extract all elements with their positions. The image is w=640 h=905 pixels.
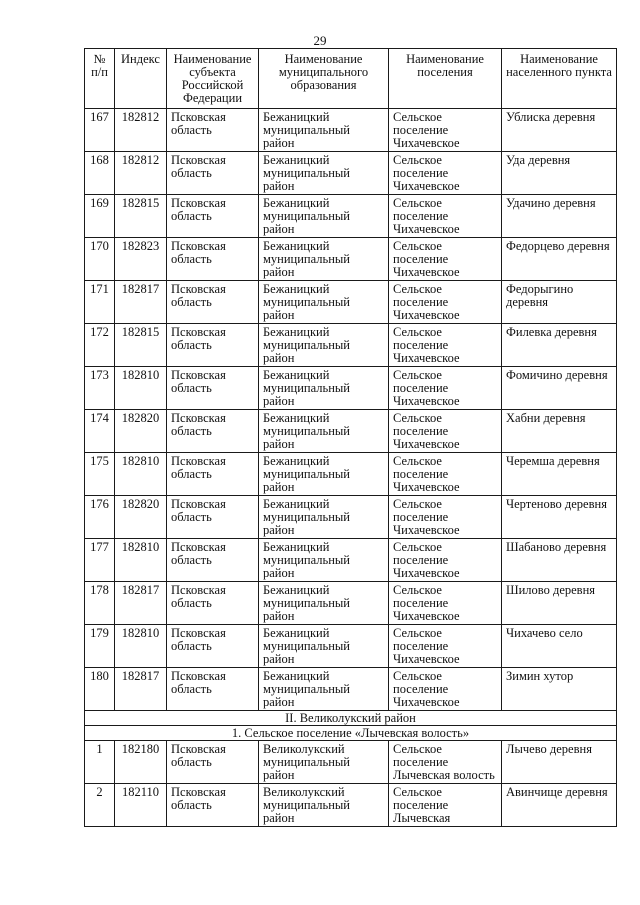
table-row bbox=[85, 152, 617, 195]
cell-number: 179 bbox=[85, 625, 115, 668]
cell-municipality: Бежаницкий муниципальный район bbox=[259, 281, 389, 324]
cell-locality: Уда деревня bbox=[502, 152, 617, 195]
cell-subject: Псковская область bbox=[167, 453, 259, 496]
col-header-settlement: Наименование поселения bbox=[389, 49, 502, 109]
table-row bbox=[85, 453, 617, 496]
cell-settlement: Сельское поселение Чихачевское bbox=[389, 668, 502, 711]
cell-number: 1 bbox=[85, 741, 115, 784]
cell-subject: Псковская область bbox=[167, 496, 259, 539]
cell-settlement: Сельское поселение Чихачевское bbox=[389, 195, 502, 238]
cell-number: 176 bbox=[85, 496, 115, 539]
cell-index: 182820 bbox=[115, 496, 167, 539]
cell-number: 2 bbox=[85, 784, 115, 827]
cell-index: 182180 bbox=[115, 741, 167, 784]
cell-index: 182817 bbox=[115, 668, 167, 711]
cell-settlement: Сельское поселение Чихачевское bbox=[389, 324, 502, 367]
col-header-municipality: Наименование муниципального образования bbox=[259, 49, 389, 109]
cell-locality: Ублиска деревня bbox=[502, 109, 617, 152]
table-row bbox=[85, 324, 617, 367]
cell-subject: Псковская область bbox=[167, 625, 259, 668]
cell-subject: Псковская область bbox=[167, 109, 259, 152]
cell-number: 175 bbox=[85, 453, 115, 496]
col-header-index: Индекс bbox=[115, 49, 167, 109]
cell-number: 180 bbox=[85, 668, 115, 711]
cell-number: 172 bbox=[85, 324, 115, 367]
table-row bbox=[85, 539, 617, 582]
cell-index: 182823 bbox=[115, 238, 167, 281]
cell-index: 182810 bbox=[115, 453, 167, 496]
cell-number: 174 bbox=[85, 410, 115, 453]
cell-municipality: Бежаницкий муниципальный район bbox=[259, 668, 389, 711]
cell-municipality: Бежаницкий муниципальный район bbox=[259, 582, 389, 625]
cell-settlement: Сельское поселение Лычевская bbox=[389, 784, 502, 827]
cell-settlement: Сельское поселение Чихачевское bbox=[389, 625, 502, 668]
cell-settlement: Сельское поселение Чихачевское bbox=[389, 582, 502, 625]
cell-municipality: Бежаницкий муниципальный район bbox=[259, 496, 389, 539]
cell-municipality: Бежаницкий муниципальный район bbox=[259, 410, 389, 453]
cell-locality: Федорыгино деревня bbox=[502, 281, 617, 324]
cell-number: 168 bbox=[85, 152, 115, 195]
cell-locality: Удачино деревня bbox=[502, 195, 617, 238]
table-row bbox=[85, 582, 617, 625]
col-header-subject: Наименование субъекта Российской Федерации bbox=[167, 49, 259, 109]
cell-subject: Псковская область bbox=[167, 324, 259, 367]
cell-settlement: Сельское поселение Чихачевское bbox=[389, 367, 502, 410]
cell-locality: Филевка деревня bbox=[502, 324, 617, 367]
cell-index: 182110 bbox=[115, 784, 167, 827]
cell-subject: Псковская область bbox=[167, 784, 259, 827]
cell-locality: Черемша деревня bbox=[502, 453, 617, 496]
table-row bbox=[85, 195, 617, 238]
localities-table bbox=[84, 48, 617, 827]
cell-subject: Псковская область bbox=[167, 668, 259, 711]
cell-subject: Псковская область bbox=[167, 281, 259, 324]
cell-index: 182815 bbox=[115, 195, 167, 238]
table-body-group1 bbox=[85, 109, 617, 711]
cell-municipality: Бежаницкий муниципальный район bbox=[259, 324, 389, 367]
cell-settlement: Сельское поселение Чихачевское bbox=[389, 152, 502, 195]
cell-municipality: Бежаницкий муниципальный район bbox=[259, 625, 389, 668]
cell-settlement: Сельское поселение Чихачевское bbox=[389, 496, 502, 539]
cell-municipality: Бежаницкий муниципальный район bbox=[259, 195, 389, 238]
cell-subject: Псковская область bbox=[167, 367, 259, 410]
cell-locality: Зимин хутор bbox=[502, 668, 617, 711]
cell-number: 177 bbox=[85, 539, 115, 582]
section-row-settlement bbox=[85, 726, 617, 741]
table-row bbox=[85, 109, 617, 152]
cell-number: 178 bbox=[85, 582, 115, 625]
page-number: 29 bbox=[313, 33, 327, 48]
cell-locality: Шилово деревня bbox=[502, 582, 617, 625]
table-body-group2 bbox=[85, 741, 617, 827]
cell-settlement: Сельское поселение Чихачевское bbox=[389, 109, 502, 152]
section-rows bbox=[85, 711, 617, 741]
col-header-locality: Наименование населенного пункта bbox=[502, 49, 617, 109]
cell-locality: Фомичино деревня bbox=[502, 367, 617, 410]
cell-number: 171 bbox=[85, 281, 115, 324]
section-district-title: II. Великолукский район bbox=[85, 711, 617, 726]
cell-subject: Псковская область bbox=[167, 582, 259, 625]
cell-locality: Лычево деревня bbox=[502, 741, 617, 784]
cell-municipality: Бежаницкий муниципальный район bbox=[259, 152, 389, 195]
cell-index: 182815 bbox=[115, 324, 167, 367]
cell-index: 182817 bbox=[115, 582, 167, 625]
cell-locality: Шабаново деревня bbox=[502, 539, 617, 582]
cell-index: 182812 bbox=[115, 109, 167, 152]
cell-index: 182812 bbox=[115, 152, 167, 195]
cell-subject: Псковская область bbox=[167, 152, 259, 195]
cell-municipality: Великолукский муниципальный район bbox=[259, 784, 389, 827]
table-row bbox=[85, 496, 617, 539]
section-settlement-title: 1. Сельское поселение «Лычевская волость» bbox=[85, 726, 617, 741]
table-row bbox=[85, 625, 617, 668]
cell-index: 182810 bbox=[115, 625, 167, 668]
section-row-district bbox=[85, 711, 617, 726]
cell-number: 173 bbox=[85, 367, 115, 410]
cell-municipality: Бежаницкий муниципальный район bbox=[259, 453, 389, 496]
table-row bbox=[85, 784, 617, 827]
cell-subject: Псковская область bbox=[167, 410, 259, 453]
table-row bbox=[85, 410, 617, 453]
table-row bbox=[85, 238, 617, 281]
cell-number: 170 bbox=[85, 238, 115, 281]
cell-settlement: Сельское поселение Чихачевское bbox=[389, 453, 502, 496]
cell-municipality: Бежаницкий муниципальный район bbox=[259, 109, 389, 152]
cell-subject: Псковская область bbox=[167, 238, 259, 281]
cell-settlement: Сельское поселение Чихачевское bbox=[389, 539, 502, 582]
cell-settlement: Сельское поселение Лычевская волость bbox=[389, 741, 502, 784]
cell-municipality: Великолукский муниципальный район bbox=[259, 741, 389, 784]
cell-locality: Чихачево село bbox=[502, 625, 617, 668]
cell-settlement: Сельское поселение Чихачевское bbox=[389, 238, 502, 281]
table-row bbox=[85, 668, 617, 711]
col-header-number: № п/п bbox=[85, 49, 115, 109]
table-header-row bbox=[85, 49, 617, 109]
cell-number: 169 bbox=[85, 195, 115, 238]
cell-municipality: Бежаницкий муниципальный район bbox=[259, 539, 389, 582]
cell-index: 182810 bbox=[115, 539, 167, 582]
cell-subject: Псковская область bbox=[167, 741, 259, 784]
cell-index: 182810 bbox=[115, 367, 167, 410]
cell-locality: Авинчище деревня bbox=[502, 784, 617, 827]
cell-locality: Чертеново деревня bbox=[502, 496, 617, 539]
cell-settlement: Сельское поселение Чихачевское bbox=[389, 281, 502, 324]
cell-locality: Федорцево деревня bbox=[502, 238, 617, 281]
table-row bbox=[85, 367, 617, 410]
table-row bbox=[85, 281, 617, 324]
table-row bbox=[85, 741, 617, 784]
cell-index: 182817 bbox=[115, 281, 167, 324]
cell-number: 167 bbox=[85, 109, 115, 152]
cell-subject: Псковская область bbox=[167, 539, 259, 582]
cell-municipality: Бежаницкий муниципальный район bbox=[259, 367, 389, 410]
cell-index: 182820 bbox=[115, 410, 167, 453]
cell-locality: Хабни деревня bbox=[502, 410, 617, 453]
cell-settlement: Сельское поселение Чихачевское bbox=[389, 410, 502, 453]
cell-subject: Псковская область bbox=[167, 195, 259, 238]
cell-municipality: Бежаницкий муниципальный район bbox=[259, 238, 389, 281]
